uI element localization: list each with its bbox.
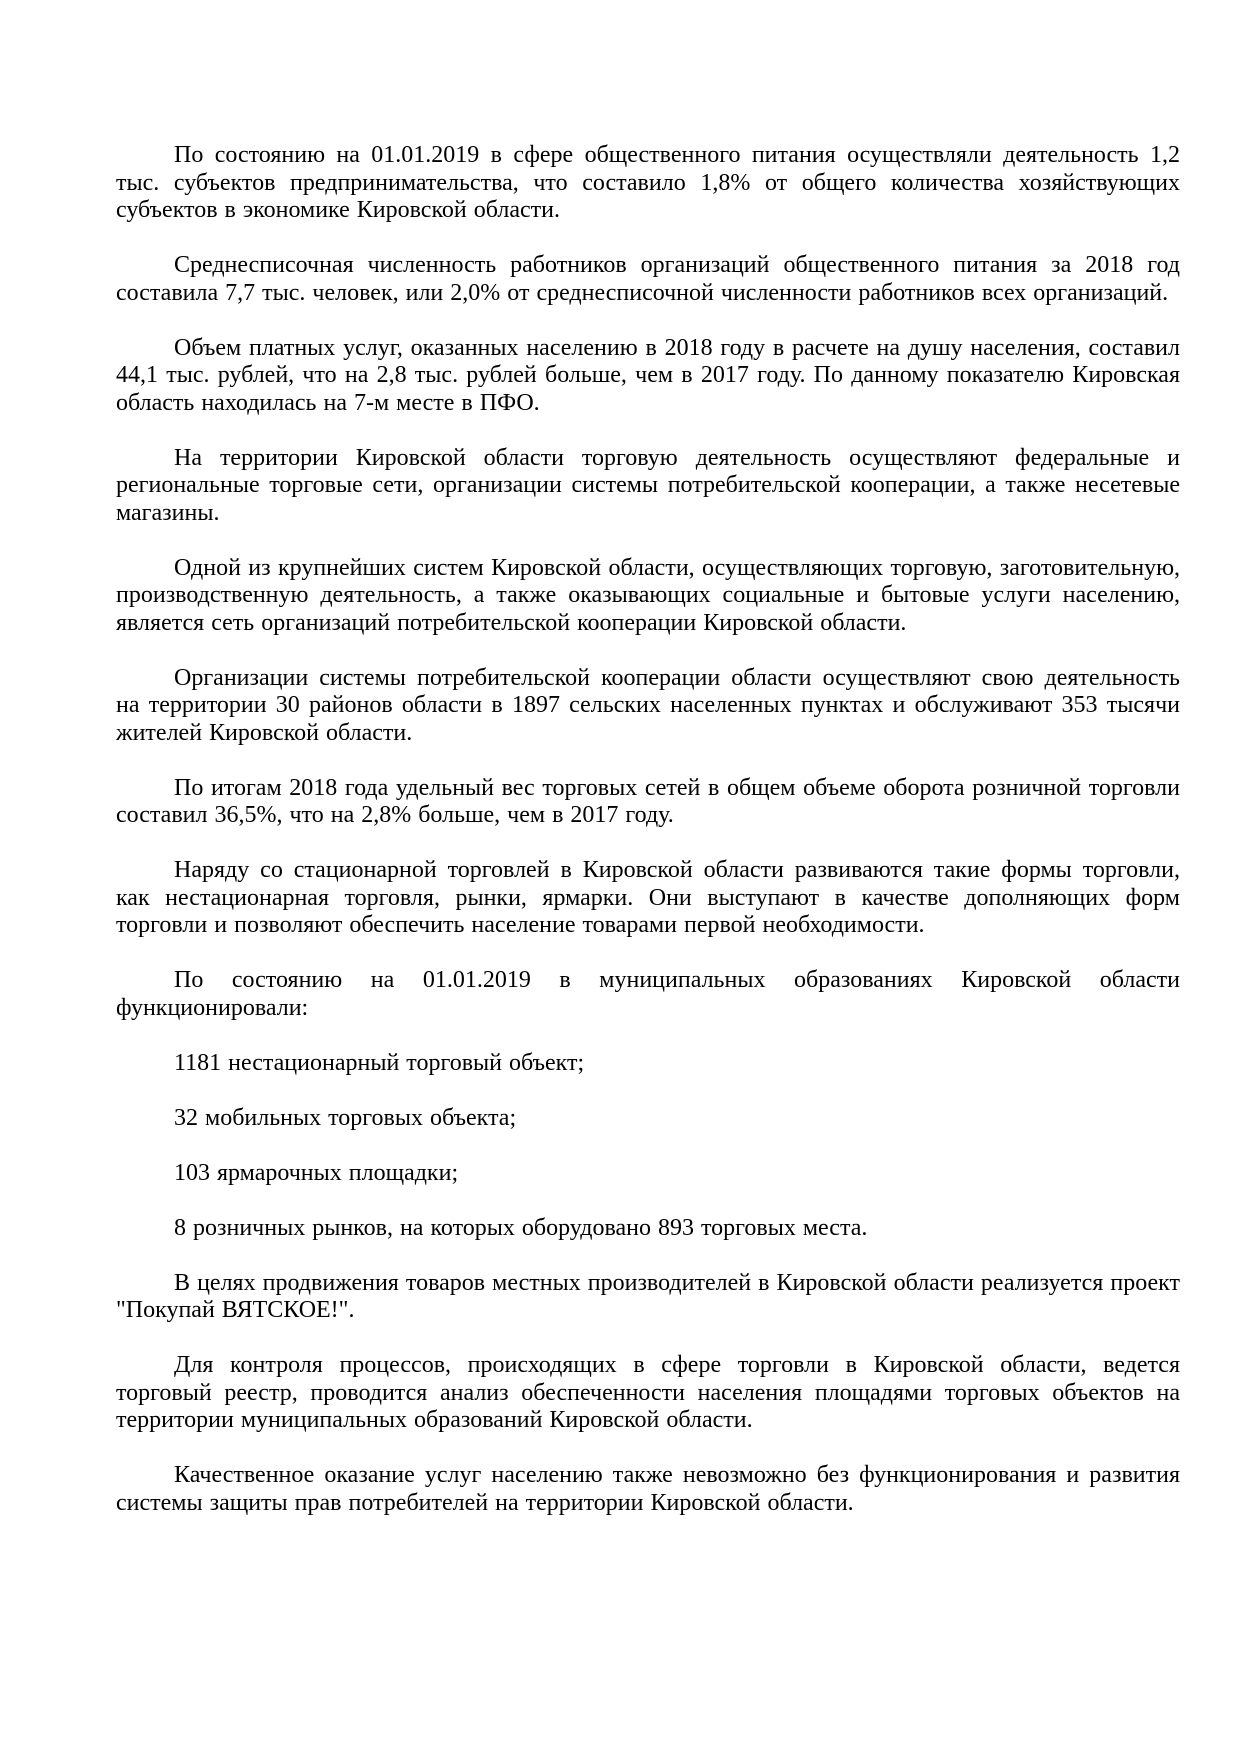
paragraph: В целях продвижения товаров местных производителей в Кировской области реализуется проект "Покупай ВЯТСКОЕ!". — [116, 1269, 1180, 1323]
paragraph: По итогам 2018 года удельный вес торговых сетей в общем объеме оборота розничной торговли составил 36,5%, что на 2,8% больше, чем в 2017 году. — [116, 774, 1180, 828]
paragraph: Организации системы потребительской кооперации области осуществляют свою деятельность на территории 30 районов области в 1897 сельских населенных пунктах и обслуживают 353 тысячи жителей Кировской области. — [116, 664, 1180, 746]
paragraph: По состоянию на 01.01.2019 в сфере общественного питания осуществляли деятельность 1,2 тыс. субъектов предпринимательства, что составило 1,8% от общего количества хозяйствующих субъектов в экономике Кировской области. — [116, 142, 1180, 223]
paragraph: Объем платных услуг, оказанных населению в 2018 году в расчете на душу населения, составил 44,1 тыс. рублей, что на 2,8 тыс. рублей больше, чем в 2017 году. По данному показателю Кировская область находилась на 7-м месте в ПФО. — [116, 334, 1180, 416]
paragraph: Для контроля процессов, происходящих в сфере торговли в Кировской области, ведется торговый реестр, проводится анализ обеспеченности населения площадями торговых объектов на территории муниципальных образований Кировской области. — [116, 1352, 1180, 1433]
paragraph: На территории Кировской области торговую деятельность осуществляют федеральные и региональные торговые сети, организации системы потребительской кооперации, а также несетевые магазины. — [116, 444, 1180, 526]
list-item: 1181 нестационарный торговый объект; — [174, 1049, 585, 1076]
paragraph: Наряду со стационарной торговлей в Кировской области развиваются такие формы торговли, как нестационарная торговля, рынки, ярмарки. Они выступают в качестве дополняющих форм торговли и позволяют обеспечить население товарами первой необходимости. — [116, 857, 1180, 938]
list-item: 8 розничных рынков, на которых оборудовано 893 торговых места. — [174, 1214, 868, 1241]
list-item: 32 мобильных торговых объекта; — [174, 1104, 517, 1131]
paragraph: Одной из крупнейших систем Кировской области, осуществляющих торговую, заготовительную, производственную деятельность, а также оказывающих социальные и бытовые услуги населению, является сеть организаций потребительской кооперации Кировской области. — [116, 554, 1180, 636]
document-text-column — [116, 142, 1180, 1517]
paragraph: Качественное оказание услуг населению также невозможно без функционирования и развития системы защиты прав потребителей на территории Кировской области. — [116, 1462, 1180, 1516]
paragraph: Среднесписочная численность работников организаций общественного питания за 2018 год составила 7,7 тыс. человек, или 2,0% от среднесписочной численности работников всех организаций. — [116, 252, 1180, 306]
paragraph: По состоянию на 01.01.2019 в муниципальных образованиях Кировской области функционировали: — [116, 967, 1180, 1021]
list-item: 103 ярмарочных площадки; — [174, 1159, 459, 1186]
